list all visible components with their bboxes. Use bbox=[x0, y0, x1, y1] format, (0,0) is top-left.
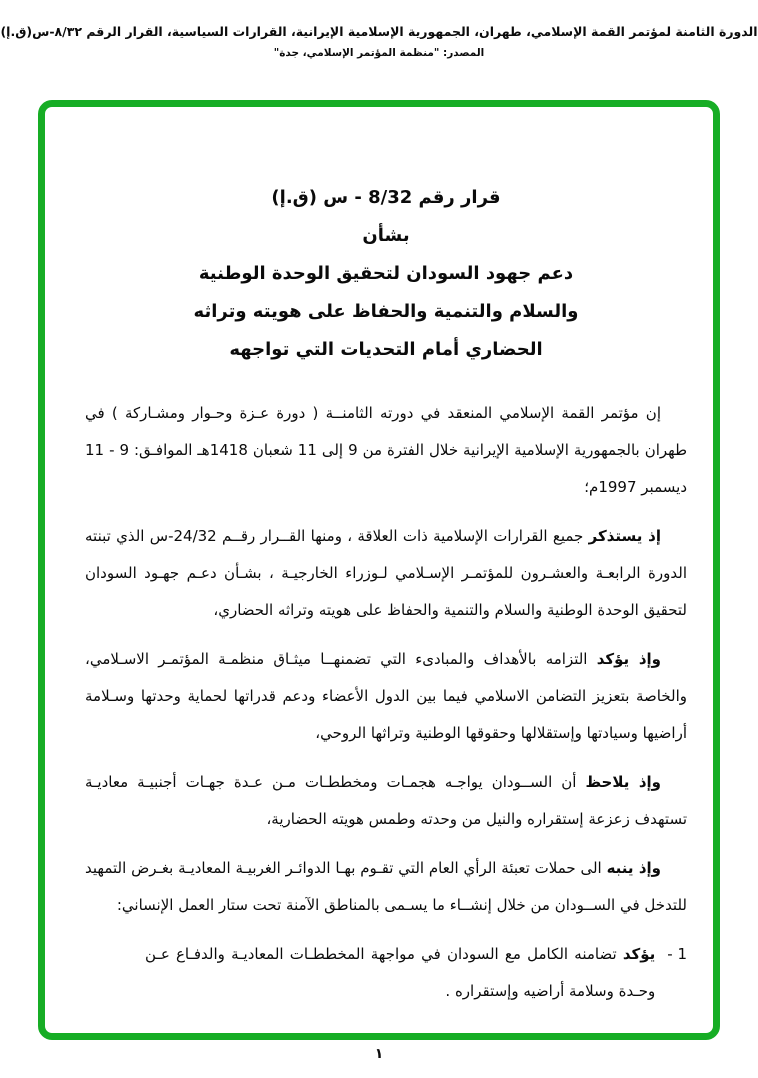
paragraph-lead: وإذ يلاحظ bbox=[585, 773, 661, 791]
paragraph-text: التزامه بالأهداف والمبادىء التي تضمنهــا ميثـاق منظمـة المؤتمـر الاسـلامي، والخاصة بتعزيز التضامن الاسلامي فيما بين الدول الأعضاء ودعم قدراتها لحماية وحدتها وسـلامة أراضيها وسيادتها وإستقلالها وحقوقها الوطنية وتراثها الروحي، bbox=[85, 650, 687, 742]
paragraph-text: جميع القرارات الإسلامية ذات العلاقة ، ومنها القــرار رقــم 24/32-س الذي تبنته الدورة الرابعـة والعشـرون للمؤتمـر الإسـلامي لـوزراء الخارجيـة ، بشـأن دعـم جهـود السودان لتحقيق الوحدة الوطنية والسلام والتنمية والحفاظ على هويته وتراثه الحضاري، bbox=[85, 527, 687, 619]
paragraph-affirming bbox=[85, 641, 687, 752]
header-session-line: الدورة الثامنة لمؤتمر القمة الإسلامي، طهران، الجمهورية الإسلامية الإيرانية، القرارات السياسية، القرار الرقم ٨/٣٢-س(ق.إ) bbox=[0, 24, 758, 39]
item-text: تضامنه الكامل مع السودان في مواجهة المخططـات المعاديـة والدفـاع عـن وحـدة وسلامة أراضيه وإستقراره . bbox=[145, 945, 656, 1000]
resolution-subject-line-3: الحضاري أمام التحديات التي تواجهه bbox=[229, 339, 543, 360]
header-source-line: المصدر: "منظمة المؤتمر الإسلامي، جدة" bbox=[273, 47, 485, 59]
resolution-title-block bbox=[85, 179, 687, 369]
document-content bbox=[45, 107, 713, 1010]
resolution-body bbox=[85, 395, 687, 1010]
resolution-number-line: قرار رقم 8/32 - س (ق.إ) bbox=[271, 187, 501, 208]
item-text-block bbox=[85, 936, 655, 1010]
item-lead: يؤكد bbox=[622, 945, 656, 963]
paragraph-noting bbox=[85, 764, 687, 838]
paragraph-lead: وإذ يؤكد bbox=[596, 650, 661, 668]
item-number: 1 - bbox=[667, 945, 687, 963]
green-frame bbox=[38, 100, 720, 1040]
resolution-subject-line-1: دعم جهود السودان لتحقيق الوحدة الوطنية bbox=[198, 263, 574, 284]
page-number: ١ bbox=[374, 1046, 384, 1062]
paragraph-preamble bbox=[85, 395, 687, 506]
paragraph-text: الى حملات تعبئة الرأي العام التي تقـوم بهـا الدوائـر الغربيـة المعاديـة بغـرض التمهيد للتدخل في الســودان من خلال إنشــاء ما يسـمى بالمناطق الآمنة تحت ستار العمل الإنساني: bbox=[85, 859, 687, 914]
paragraph-lead: إذ يستذكر bbox=[588, 527, 661, 545]
paragraph-text: أن الســودان يواجـه هجمـات ومخططـات مـن عـدة جهـات أجنبيـة معاديـة تستهدف زعزعة إستقراره والنيل من وحدته وطمس هويته الحضارية، bbox=[85, 773, 687, 828]
paragraph-lead: وإذ ينبه bbox=[606, 859, 661, 877]
paragraph-text: إن مؤتمر القمة الإسلامي المنعقد في دورته الثامنــة ( دورة عـزة وحـوار ومشـاركة ) في طهران بالجمهورية الإسلامية الإيرانية خلال الفترة من 9 إلى 11 شعبان 1418هـ الموافـق: 9 - 11 ديسمبر 1997م؛ bbox=[85, 404, 688, 496]
resolution-regarding-line: بشأن bbox=[362, 225, 410, 246]
paragraph-recalling bbox=[85, 518, 687, 629]
paragraph-alerting bbox=[85, 850, 687, 924]
document-header bbox=[0, 24, 758, 59]
resolution-subject-line-2: والسلام والتنمية والحفاظ على هويته وتراثه bbox=[193, 301, 579, 322]
numbered-item-1 bbox=[85, 936, 687, 1010]
